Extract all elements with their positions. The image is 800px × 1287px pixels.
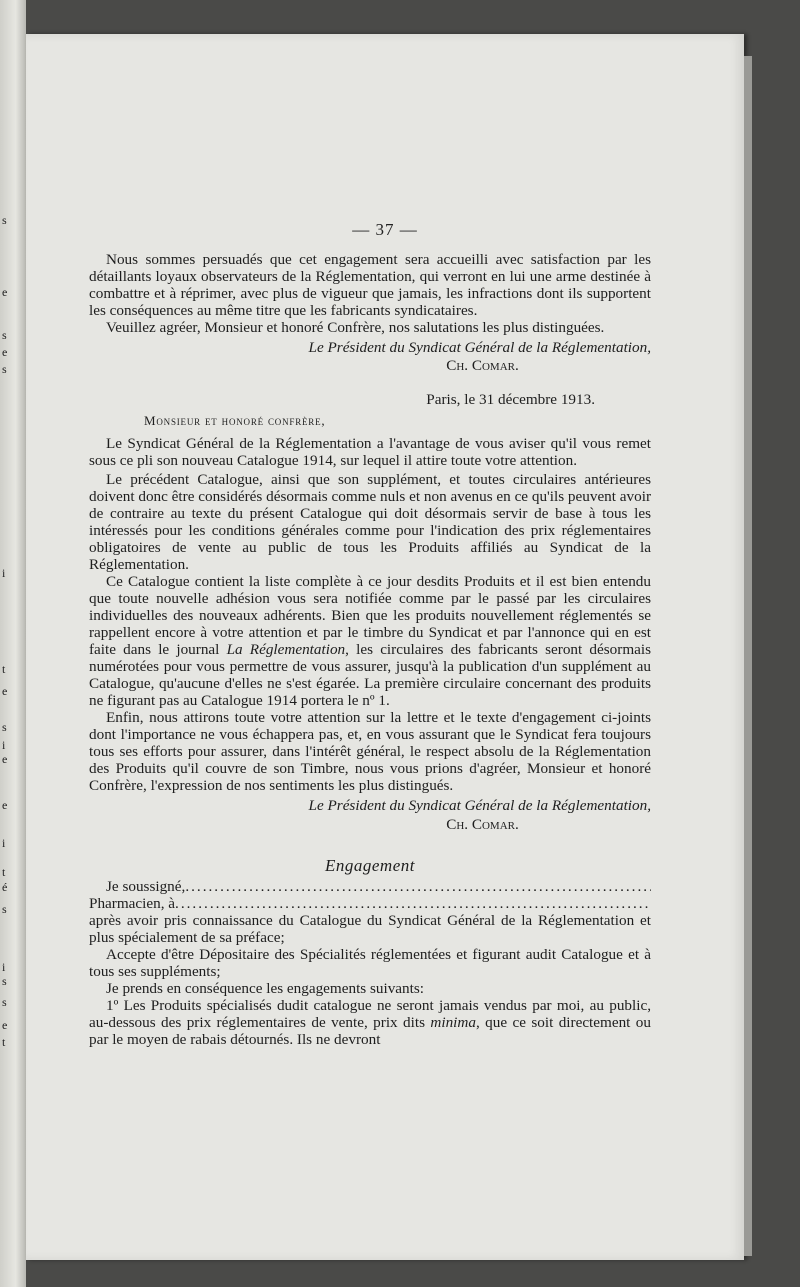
margin-fragment: i (2, 836, 6, 850)
margin-fragment: e (2, 1018, 8, 1032)
margin-fragment: s (2, 974, 7, 988)
margin-fragment: t (2, 1035, 6, 1049)
paragraph-text: 1º Les Produits spécialisés dudit catalogue ne seront jamais vendus par moi, au public, au-dessous des prix réglementaires de vente, prix dits (89, 997, 651, 1031)
paragraph (89, 573, 651, 709)
page-text (89, 220, 651, 1048)
margin-fragment: t (2, 865, 6, 879)
signature-name: Ch. Comar. (446, 816, 519, 833)
margin-fragment: e (2, 285, 8, 299)
paragraph: après avoir pris connaissance du Catalogue du Syndicat Général de la Réglementation et plus spécialement de sa préface; (89, 912, 651, 946)
emphasis: minima (430, 1014, 476, 1031)
document-page (26, 34, 744, 1260)
signature-title: Le Président du Syndicat Général de la Réglementation, (308, 797, 651, 814)
paragraph: Enfin, nous attirons toute votre attention sur la lettre et le texte d'engagement ci-joints dont l'importance ne vous échappera pas, et, en vous assurant que le Syndicat fera toujours tous ses efforts pour assurer, dans l'intérêt général, le respect absolu de la Réglementation des Produits qu'il couvre de son Timbre, nous vous prions d'agréer, Monsieur et honoré Confrère, l'expression de nos sentiments les plus distingués. (89, 709, 651, 794)
engagement-item-1 (89, 997, 651, 1048)
margin-fragment: s (2, 362, 7, 376)
paragraph: Le Syndicat Général de la Réglementation a l'avantage de vous aviser qu'il vous remet sous ce pli son nouveau Catalogue 1914, sur lequel il attire toute votre attention. (89, 435, 651, 469)
letter-date: Paris, le 31 décembre 1913. (426, 391, 595, 408)
paragraph: Accepte d'être Dépositaire des Spécialités réglementées et figurant audit Catalogue et à tous ses suppléments; (89, 946, 651, 980)
pharmacist-field-line (89, 895, 651, 912)
page-edge-shadow (744, 56, 752, 1256)
engagement-heading: Engagement (325, 856, 415, 875)
pharmacist-field-label: Pharmacien, à (89, 895, 176, 912)
paragraph: Nous sommes persuadés que cet engagement sera accueilli avec satisfaction par les détaillants loyaux observateurs de la Réglementation, qui verront en lui une arme destinée à combattre et à réprimer, avec plus de vigueur que jamais, les infractions dont ils supportent les conséquences au même titre que les fabricants syndicataires. (89, 251, 651, 319)
page-number: — 37 — (352, 220, 418, 239)
margin-fragment: t (2, 662, 6, 676)
margin-fragment: i (2, 566, 6, 580)
margin-fragment: e (2, 752, 8, 766)
paragraph: Je prends en conséquence les engagements suivants: (106, 980, 424, 997)
margin-fragment: i (2, 960, 6, 974)
margin-fragment: e (2, 345, 8, 359)
signature-name: Ch. Comar. (446, 357, 519, 374)
margin-fragment: i (2, 738, 6, 752)
margin-fragment: e (2, 684, 8, 698)
paragraph-text: , les circulaires des fabricants seront désormais numérotées pour vous permettre de vous assurer, jusqu'à la publication d'un supplément au Catalogue, qu'aucune d'elles ne s'est égarée. La première circulaire concernant des produits ne figurant pas au Catalogue 1914 portera le nº 1. (89, 641, 652, 709)
margin-fragment: e (2, 798, 8, 812)
margin-fragment: s (2, 902, 7, 916)
paragraph-text: , que ce soit directement ou par le moyen de rabais détournés. Ils ne devront (89, 1014, 651, 1048)
paragraph: Veuillez agréer, Monsieur et honoré Confrère, nos salutations les plus distinguées. (106, 319, 605, 336)
name-field-line (89, 878, 651, 895)
margin-fragment: s (2, 995, 7, 1009)
journal-title: La Réglementation (226, 641, 346, 658)
dotted-leader (175, 895, 651, 912)
margin-fragment: s (2, 213, 7, 227)
margin-fragment: s (2, 720, 7, 734)
margin-fragment: s (2, 328, 7, 342)
dotted-leader (185, 878, 651, 895)
letter-salutation: Monsieur et honoré confrère, (144, 413, 326, 428)
previous-page-text-fragments (2, 0, 16, 1287)
paragraph-text: Ce Catalogue contient la liste complète à ce jour desdits Produits et il est bien entendu que toute nouvelle adhésion vous sera notifiée comme par le passé par les circulaires individuelles des nouveaux adhérents. Bien que les produits nouvellement réglementés se rappellent encore à votre attention et par le timbre du Syndicat et par l'annonce qui en est faite dans le journal (89, 573, 651, 658)
margin-fragment: é (2, 880, 8, 894)
signature-title: Le Président du Syndicat Général de la Réglementation, (308, 339, 651, 356)
name-field-label: Je soussigné, (106, 878, 186, 895)
paragraph: Le précédent Catalogue, ainsi que son supplément, et toutes circulaires antérieures doivent donc être considérés désormais comme nuls et non avenus en ce qu'ils peuvent avoir de contraire au texte du présent Catalogue qui doit désormais servir de base à tous les intéressés pour les conditions générales comme pour l'indication des prix réglementaires obligatoires de vente au public de tous les Produits affiliés au Syndicat de la Réglementation. (89, 471, 651, 573)
